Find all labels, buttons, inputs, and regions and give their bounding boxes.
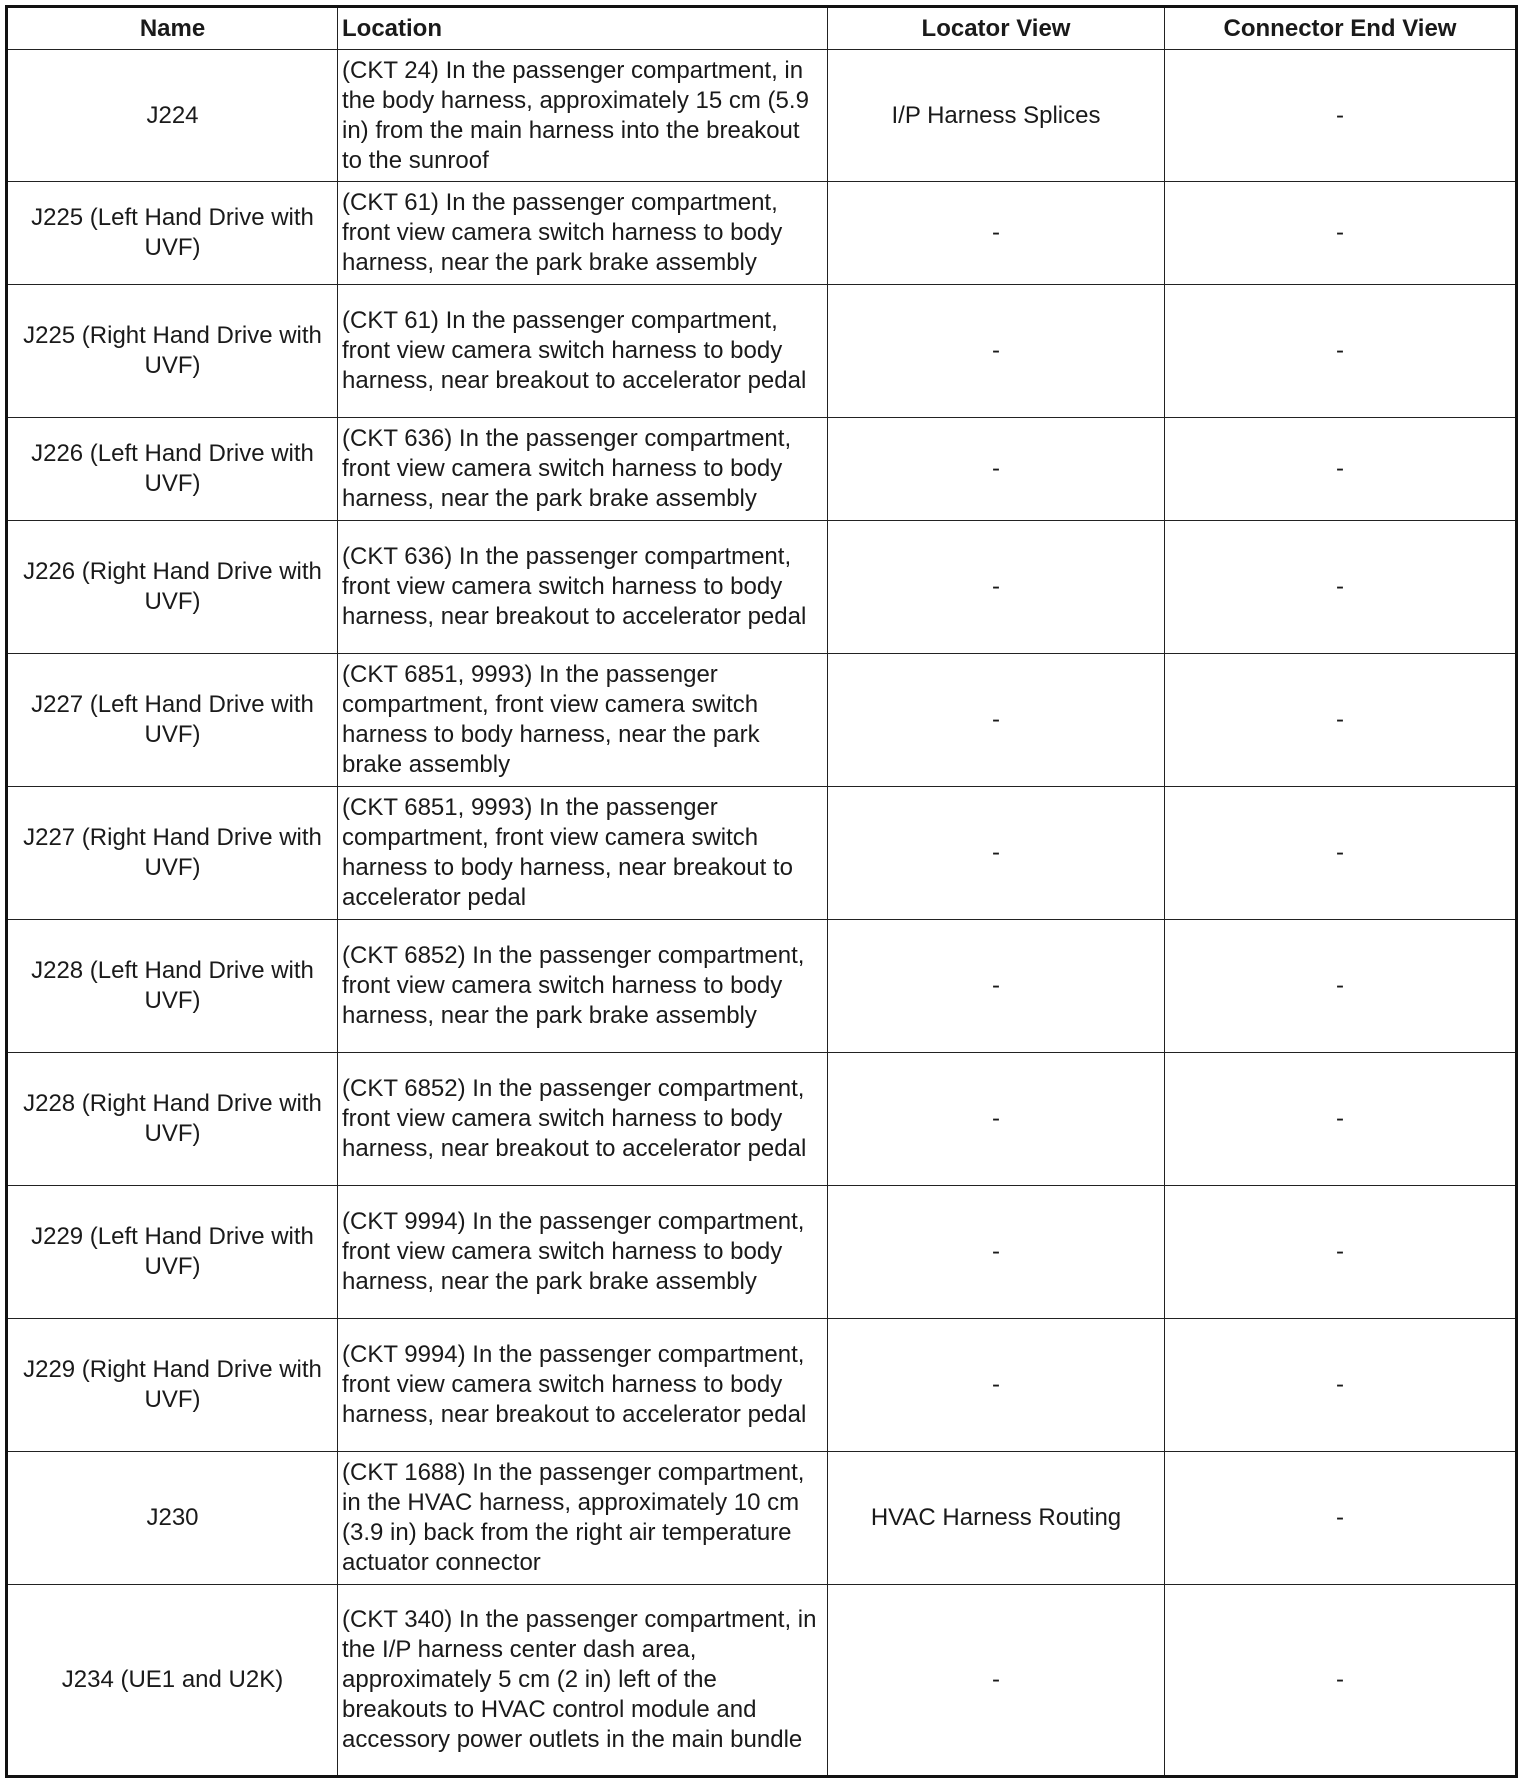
header-row — [7, 7, 1517, 50]
splice-location: (CKT 6851, 9993) In the passenger compartment, front view camera switch harness to body harness, near breakout to accelerator pedal — [338, 787, 828, 920]
splice-location: (CKT 24) In the passenger compartment, in the body harness, approximately 15 cm (5.9 in) from the main harness into the breakout to the sunroof — [338, 50, 828, 182]
splice-location: (CKT 6851, 9993) In the passenger compartment, front view camera switch harness to body harness, near the park brake assembly — [338, 654, 828, 787]
table-row — [7, 1319, 1517, 1452]
splice-location: (CKT 636) In the passenger compartment, front view camera switch harness to body harness, near breakout to accelerator pedal — [338, 521, 828, 654]
connector-end-view: - — [1165, 285, 1517, 418]
column-header-location: Location — [338, 7, 828, 50]
locator-view: I/P Harness Splices — [828, 50, 1165, 182]
connector-end-view: - — [1165, 1585, 1517, 1777]
table-row — [7, 1186, 1517, 1319]
splice-name: J229 (Left Hand Drive with UVF) — [7, 1186, 338, 1319]
splice-name: J226 (Left Hand Drive with UVF) — [7, 418, 338, 521]
locator-view: - — [828, 787, 1165, 920]
locator-view: - — [828, 1053, 1165, 1186]
locator-view: - — [828, 285, 1165, 418]
splice-name: J225 (Left Hand Drive with UVF) — [7, 182, 338, 285]
table-row — [7, 1585, 1517, 1777]
table-row — [7, 1452, 1517, 1585]
splice-name: J230 — [7, 1452, 338, 1585]
splice-name: J229 (Right Hand Drive with UVF) — [7, 1319, 338, 1452]
connector-end-view: - — [1165, 50, 1517, 182]
splice-location: (CKT 6852) In the passenger compartment, front view camera switch harness to body harness, near breakout to accelerator pedal — [338, 1053, 828, 1186]
locator-view: - — [828, 1585, 1165, 1777]
connector-end-view: - — [1165, 787, 1517, 920]
locator-view: - — [828, 418, 1165, 521]
table-row — [7, 418, 1517, 521]
table-row — [7, 787, 1517, 920]
splice-location: (CKT 61) In the passenger compartment, front view camera switch harness to body harness, near the park brake assembly — [338, 182, 828, 285]
splice-name: J228 (Left Hand Drive with UVF) — [7, 920, 338, 1053]
splice-location: (CKT 1688) In the passenger compartment, in the HVAC harness, approximately 10 cm (3.9 in) back from the right air temperature actuator connector — [338, 1452, 828, 1585]
table-row — [7, 50, 1517, 182]
connector-end-view: - — [1165, 521, 1517, 654]
connector-end-view: - — [1165, 654, 1517, 787]
locator-view: - — [828, 1186, 1165, 1319]
locator-view: HVAC Harness Routing — [828, 1452, 1165, 1585]
splice-location: (CKT 9994) In the passenger compartment, front view camera switch harness to body harness, near the park brake assembly — [338, 1186, 828, 1319]
splice-name: J227 (Right Hand Drive with UVF) — [7, 787, 338, 920]
column-header-connector-end-view: Connector End View — [1165, 7, 1517, 50]
splice-location: (CKT 6852) In the passenger compartment, front view camera switch harness to body harness, near the park brake assembly — [338, 920, 828, 1053]
locator-view: - — [828, 182, 1165, 285]
splice-location: (CKT 340) In the passenger compartment, in the I/P harness center dash area, approximately 5 cm (2 in) left of the breakouts to HVAC control module and accessory power outlets in the main bundle — [338, 1585, 828, 1777]
connector-end-view: - — [1165, 182, 1517, 285]
splice-name: J225 (Right Hand Drive with UVF) — [7, 285, 338, 418]
splice-location-table — [5, 5, 1518, 1778]
table-row — [7, 654, 1517, 787]
splice-name: J226 (Right Hand Drive with UVF) — [7, 521, 338, 654]
splice-name: J227 (Left Hand Drive with UVF) — [7, 654, 338, 787]
splice-name: J234 (UE1 and U2K) — [7, 1585, 338, 1777]
splice-name: J228 (Right Hand Drive with UVF) — [7, 1053, 338, 1186]
connector-end-view: - — [1165, 1319, 1517, 1452]
connector-end-view: - — [1165, 1186, 1517, 1319]
connector-end-view: - — [1165, 418, 1517, 521]
splice-location: (CKT 9994) In the passenger compartment, front view camera switch harness to body harness, near breakout to accelerator pedal — [338, 1319, 828, 1452]
connector-end-view: - — [1165, 920, 1517, 1053]
table-row — [7, 182, 1517, 285]
splice-location: (CKT 636) In the passenger compartment, front view camera switch harness to body harness, near the park brake assembly — [338, 418, 828, 521]
connector-end-view: - — [1165, 1053, 1517, 1186]
locator-view: - — [828, 521, 1165, 654]
column-header-locator-view: Locator View — [828, 7, 1165, 50]
column-header-name: Name — [7, 7, 338, 50]
table-row — [7, 1053, 1517, 1186]
locator-view: - — [828, 1319, 1165, 1452]
table-row — [7, 521, 1517, 654]
connector-end-view: - — [1165, 1452, 1517, 1585]
locator-view: - — [828, 920, 1165, 1053]
table-row — [7, 920, 1517, 1053]
splice-name: J224 — [7, 50, 338, 182]
locator-view: - — [828, 654, 1165, 787]
splice-location: (CKT 61) In the passenger compartment, front view camera switch harness to body harness, near breakout to accelerator pedal — [338, 285, 828, 418]
table-row — [7, 285, 1517, 418]
